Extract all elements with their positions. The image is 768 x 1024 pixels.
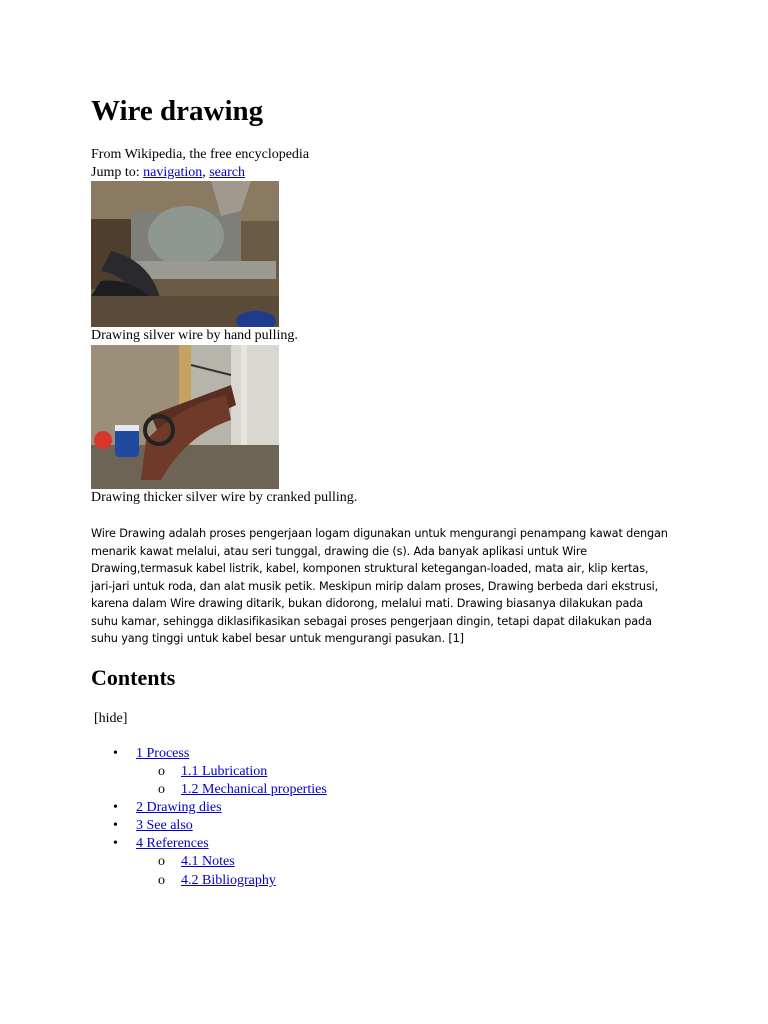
paragraph-line: Wire Drawing adalah proses pengerjaan logam digunakan untuk mengurangi penampang kawat dengan	[91, 527, 668, 540]
jump-separator: ,	[202, 164, 206, 180]
toc-item-bibliography[interactable]: 4.2 Bibliography	[181, 873, 276, 888]
bullet-icon: •	[113, 818, 118, 833]
bullet-icon: •	[113, 746, 118, 761]
tagline: From Wikipedia, the free encyclopedia	[91, 147, 310, 162]
paragraph-line: jari-jari untuk roda, dan alat musik petik. Meskipun mirip dalam proses, Drawing berbeda dari ekstrusi,	[91, 579, 659, 593]
paragraph-line: menarik kawat melalui, atau seri tunggal, drawing die (s). Ada banyak aplikasi untuk Wire	[91, 544, 587, 558]
toc-item-lubrication[interactable]: 1.1 Lubrication	[181, 764, 268, 779]
paragraph-line: suhu kamar, sehingga diklasifikasikan sebagai proses pengerjaan dingin, tetapi dapat dilakukan pada	[91, 614, 652, 628]
intro-paragraph	[91, 525, 681, 648]
bullet-icon: o	[158, 764, 165, 779]
toc-item-see-also[interactable]: 3 See also	[136, 818, 193, 833]
toc-item-drawing-dies[interactable]: 2 Drawing dies	[136, 800, 222, 815]
jump-navigation-link[interactable]: navigation	[143, 164, 203, 180]
bullet-icon: •	[113, 836, 118, 851]
bullet-icon: o	[158, 873, 165, 888]
jump-search-link[interactable]: search	[209, 164, 245, 180]
page-title: Wire drawing	[91, 95, 264, 127]
toc-item-references[interactable]: 4 References	[136, 836, 209, 851]
figure-caption: Drawing thicker silver wire by cranked pulling.	[91, 490, 358, 505]
paragraph-line: suhu yang tinggi untuk kabel besar untuk mengurangi pasukan. [1]	[91, 632, 464, 645]
toc-item-process[interactable]: 1 Process	[136, 746, 190, 761]
toc-item-notes[interactable]: 4.1 Notes	[181, 854, 235, 869]
bullet-icon: o	[158, 854, 165, 869]
bullet-icon: •	[113, 800, 118, 815]
contents-heading: Contents	[91, 665, 176, 690]
paragraph-line: Drawing,termasuk kabel listrik, kabel, komponen struktural ketegangan-loaded, mata air, klip kertas,	[91, 562, 649, 575]
figure-hand-pulling-image[interactable]	[91, 181, 279, 327]
figure-caption: Drawing silver wire by hand pulling.	[91, 328, 298, 343]
toc-hide-toggle[interactable]: [hide]	[94, 711, 128, 726]
paragraph-line: karena dalam Wire drawing ditarik, bukan didorong, melalui mati. Drawing biasanya dilakukan pada	[91, 597, 644, 610]
toc-item-mechanical-properties[interactable]: 1.2 Mechanical properties	[181, 782, 327, 797]
jump-to-label: Jump to:	[91, 164, 140, 180]
bullet-icon: o	[158, 782, 165, 797]
article-meta	[91, 146, 309, 181]
jump-to	[91, 164, 309, 182]
figure-cranked-pulling-image[interactable]	[91, 345, 279, 489]
